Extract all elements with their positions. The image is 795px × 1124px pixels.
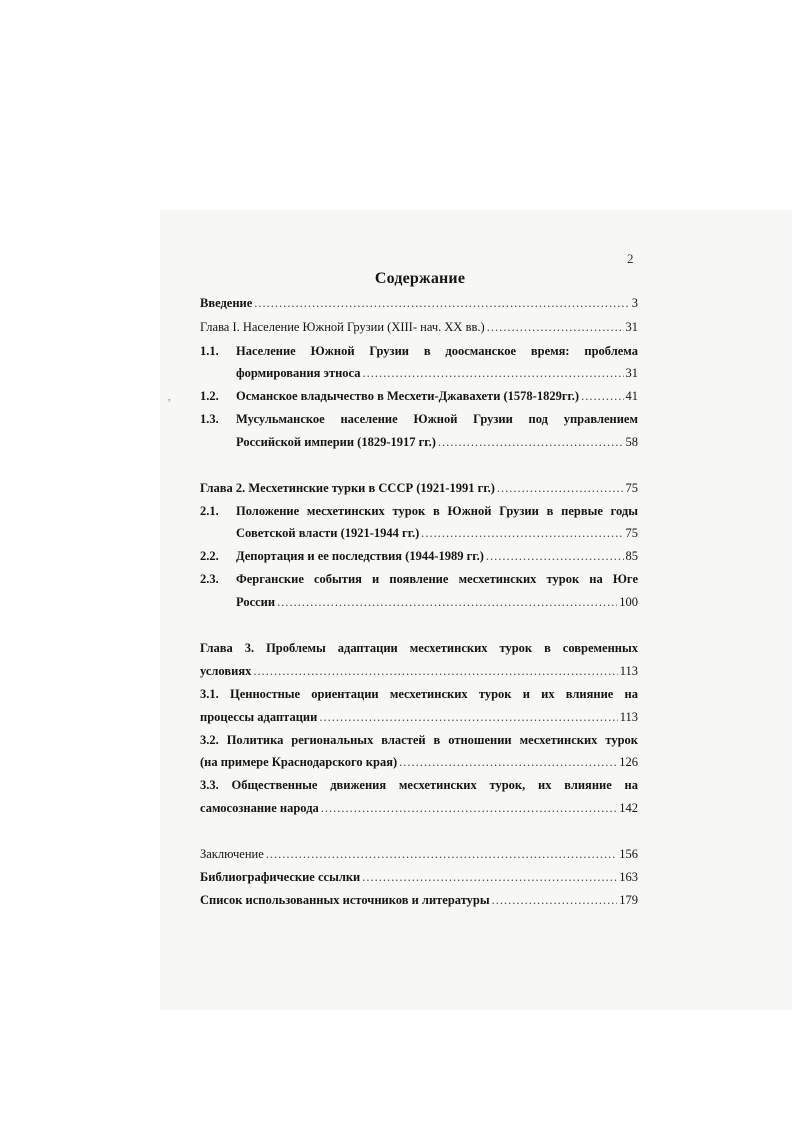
toc-entry-text: Введение xyxy=(200,296,253,310)
toc-page-number: 142 xyxy=(619,801,638,815)
toc-entry-sources[interactable] xyxy=(200,893,638,911)
toc-entry-1-3-line1[interactable]: Мусульманское население Южной Грузии под управлением xyxy=(236,412,638,426)
toc-entry-2-2[interactable] xyxy=(236,549,638,567)
stray-mark: , xyxy=(168,392,171,403)
toc-page-number: 163 xyxy=(619,870,638,884)
toc-section-number: 2.2. xyxy=(200,549,219,563)
toc-entry-text: Библиографические ссылки xyxy=(200,870,361,884)
toc-page-number: 179 xyxy=(619,893,638,907)
page-title: Содержание xyxy=(374,270,466,287)
toc-entry-text: Советской власти (1921-1944 гг.) xyxy=(236,526,420,540)
toc-entry-text: самосознание народа xyxy=(200,801,319,815)
toc-page-number: 156 xyxy=(619,847,638,861)
toc-entry-1-3-line2[interactable] xyxy=(236,435,638,453)
toc-section-number: 2.3. xyxy=(200,572,219,586)
leader-dots xyxy=(399,755,617,770)
toc-page-number: 41 xyxy=(625,389,638,403)
toc-entry-text: Глава I. Население Южной Грузии (XIII- нач. XX вв.) xyxy=(200,320,485,334)
leader-dots xyxy=(254,296,629,311)
leader-dots xyxy=(266,847,618,862)
leader-dots xyxy=(492,893,618,908)
toc-section-number: 2.1. xyxy=(200,504,219,518)
toc-entry-3-1-line2[interactable] xyxy=(200,710,638,728)
toc-entry-3-2-line1[interactable]: 3.2. Политика региональных властей в отношении месхетинских турок xyxy=(200,733,638,747)
toc-entry-intro[interactable] xyxy=(200,296,638,314)
toc-entry-3-2-line2[interactable] xyxy=(200,755,638,773)
leader-dots xyxy=(277,595,617,610)
toc-entry-2-3-line1[interactable]: Ферганские события и появление месхетинских турок на Юге xyxy=(236,572,638,586)
toc-entry-2-1-line2[interactable] xyxy=(236,526,638,544)
toc-section-number: 1.1. xyxy=(200,344,219,358)
toc-entry-conclusion[interactable] xyxy=(200,847,638,865)
toc-entry-chapter-2[interactable] xyxy=(200,481,638,499)
toc-page-number: 31 xyxy=(625,366,638,380)
toc-page-number: 3 xyxy=(631,296,638,310)
toc-entry-1-1-line1[interactable]: Население Южной Грузии в доосманское время: проблема xyxy=(236,344,638,358)
toc-entry-2-3-line2[interactable] xyxy=(236,595,638,613)
toc-entry-3-1-line1[interactable]: 3.1. Ценностные ориентации месхетинских турок и их влияние на xyxy=(200,687,638,701)
page-number: 2 xyxy=(627,251,634,266)
leader-dots xyxy=(321,801,617,816)
toc-entry-2-1-line1[interactable]: Положение месхетинских турок в Южной Грузии в первые годы xyxy=(236,504,638,518)
leader-dots xyxy=(486,549,624,564)
toc-page-number: 31 xyxy=(625,320,638,334)
toc-section-number: 1.2. xyxy=(200,389,219,403)
toc-entry-text: России xyxy=(236,595,276,609)
toc-page-number: 113 xyxy=(619,664,638,678)
toc-entry-3-3-line2[interactable] xyxy=(200,801,638,819)
toc-page-number: 75 xyxy=(625,481,638,495)
toc-entry-1-2[interactable] xyxy=(236,389,638,407)
toc-page-number: 126 xyxy=(619,755,638,769)
toc-entry-text: (на примере Краснодарского края) xyxy=(200,755,398,769)
toc-entry-chapter-3-line1[interactable]: Глава 3. Проблемы адаптации месхетинских турок в современных xyxy=(200,641,638,655)
leader-dots xyxy=(253,664,617,679)
toc-page-number: 58 xyxy=(625,435,638,449)
toc-page-number: 85 xyxy=(625,549,638,563)
leader-dots xyxy=(497,481,624,496)
leader-dots xyxy=(363,366,624,381)
toc-entry-bibliography[interactable] xyxy=(200,870,638,888)
toc-entry-text: Список использованных источников и литературы xyxy=(200,893,490,907)
toc-entry-3-3-line1[interactable]: 3.3. Общественные движения месхетинских турок, их влияние на xyxy=(200,778,638,792)
leader-dots xyxy=(362,870,617,885)
leader-dots xyxy=(421,526,623,541)
toc-page-number: 113 xyxy=(619,710,638,724)
toc-section-number: 1.3. xyxy=(200,412,219,426)
leader-dots xyxy=(319,710,617,725)
leader-dots xyxy=(581,389,623,404)
leader-dots xyxy=(438,435,624,450)
toc-entry-text: Заключение xyxy=(200,847,264,861)
toc-entry-text: процессы адаптации xyxy=(200,710,318,724)
toc-page-number: 100 xyxy=(619,595,638,609)
toc-entry-chapter-1[interactable] xyxy=(200,320,638,338)
toc-entry-text: Депортация и ее последствия (1944-1989 гг.) xyxy=(236,549,484,563)
leader-dots xyxy=(487,320,624,335)
toc-entry-text: Глава 2. Месхетинские турки в СССР (1921-1991 гг.) xyxy=(200,481,495,495)
toc-entry-1-1-line2[interactable] xyxy=(236,366,638,384)
toc-entry-text: условиях xyxy=(200,664,252,678)
toc-entry-chapter-3-line2[interactable] xyxy=(200,664,638,682)
toc-page-number: 75 xyxy=(625,526,638,540)
toc-entry-text: формирования этноса xyxy=(236,366,361,380)
toc-entry-text: Османское владычество в Месхети-Джавахети (1578-1829гг.) xyxy=(236,389,580,403)
toc-entry-text: Российской империи (1829-1917 гг.) xyxy=(236,435,436,449)
